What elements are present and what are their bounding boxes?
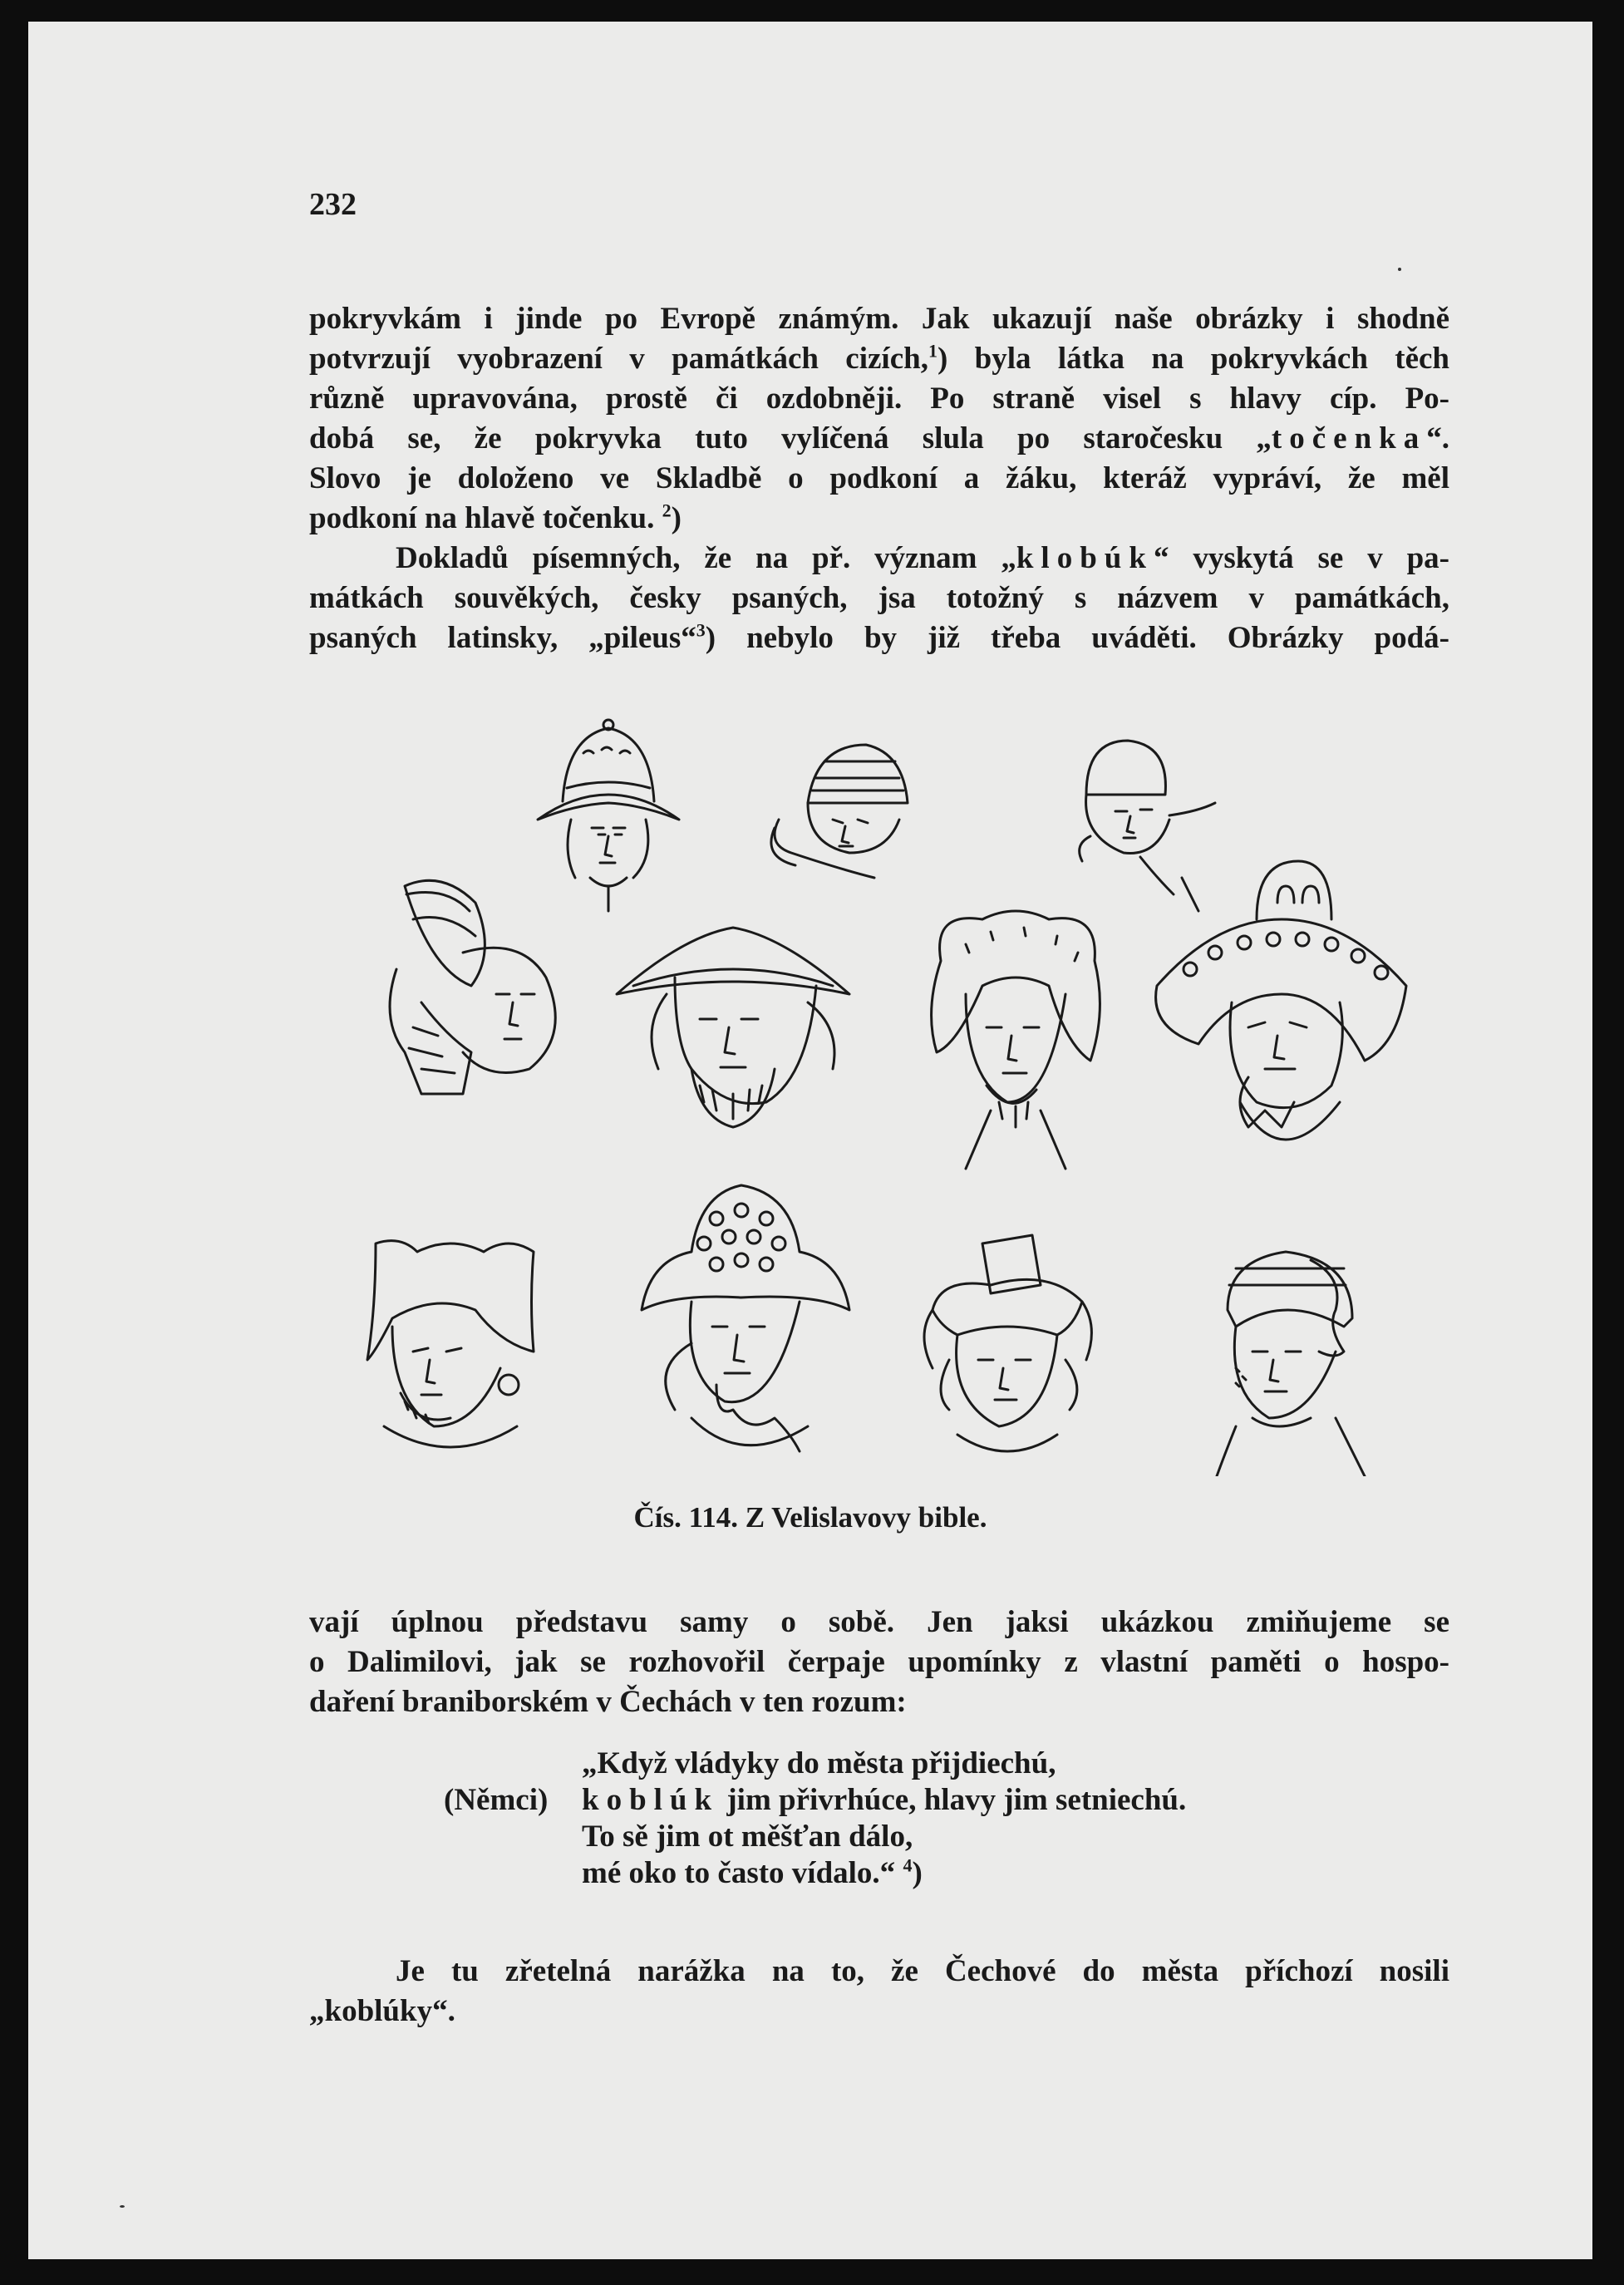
verse-line: „Když vládyky do města přijdiechú, [582,1746,1056,1780]
head-with-fur-hat [932,911,1100,1169]
paragraph-1 [309,299,1449,539]
head-with-wrapped-veil [1211,1252,1385,1476]
text-line: podkoní na hlavě točenku. $^2$) [309,500,682,535]
footnote-mark: 3 [696,619,706,641]
footnote-mark: 2 [662,500,672,521]
hats-illustration [309,678,1423,1476]
scan-speck [120,2205,125,2208]
footnote-mark: 4 [903,1854,913,1876]
head-with-small-hat-and-headscarf [924,1235,1091,1451]
text-line: „koblúky“. [309,1994,455,2028]
head-with-dotted-dome-hat [642,1185,849,1451]
verse-line: To sě jim ot měšťan dálo, [582,1820,913,1854]
head-with-striped-cap [771,745,908,878]
text-line: mátkách souvěkých, česky psaných, jsa totožný s názvem v památkách, [309,581,1449,615]
emphasized-term: točenka [1271,421,1427,456]
scan-speck [1398,268,1401,271]
paragraph-3 [309,1603,1449,1722]
verse-quotation [444,1746,1192,1892]
text-line: Slovo je doloženo ve Skladbě o podkoní a žáku, kteráž vypráví, že měl [309,461,1449,495]
footnote-mark: 1 [928,340,937,362]
head-with-brimmed-hat [538,720,679,911]
text-line: dobá se, že pokryvka tuto vylíčená slula po staročesku „točenka“. [309,421,1449,456]
text-line: potvrzují vyobrazení v památkách cizích,$^1$) byla látka na pokryvkách těch [309,340,1449,376]
emphasized-term: klobúk [1016,541,1154,575]
text-line: vají úplnou představu samy o sobě. Jen jaksi ukázkou zmiňujeme se [309,1605,1449,1639]
text-line: Dokladů písemných, že na př. význam „klobúk“ vyskytá se v pa- [396,541,1449,575]
book-page [28,22,1592,2259]
verse-line: (Němci) koblúk jim přivrhúce, hlavy jim setniechú. [444,1783,1187,1817]
head-with-tall-hood [390,880,555,1094]
figure-caption: Čís. 114. Z Velislavovy bible. [633,1501,987,1534]
page-number: 232 [309,187,357,222]
text-line: Je tu zřetelná narážka na to, že Čechové do města příchozí nosili [396,1954,1449,1988]
head-with-skullcap [1080,741,1215,911]
text-line: o Dalimilovi, jak se rozhovořil čerpaje upomínky z vlastní paměti o hospo- [309,1645,1449,1679]
verse-speaker: (Němci) [444,1783,549,1817]
paragraph-4 [309,1952,1449,2031]
head-with-conical-hat [617,928,849,1127]
head-with-tall-bonnet [367,1241,534,1447]
text-line: pokryvkám i jinde po Evropě známým. Jak ukazují naše obrázky i shodně [309,302,1449,336]
text-line: psaných latinsky, „pileus“$^3$) nebylo by již třeba uváděti. Obrázky podá- [309,619,1449,655]
text-line: různě upravována, prostě či ozdobněji. Po straně visel s hlavy cíp. Po- [309,382,1449,416]
emphasized-term: koblúk [582,1783,720,1817]
verse-line: mé oko to často vídalo.“ $^4$) [582,1854,923,1890]
paragraph-2 [309,539,1449,658]
text-line: daření braniborském v Čechách v ten rozum: [309,1685,907,1719]
